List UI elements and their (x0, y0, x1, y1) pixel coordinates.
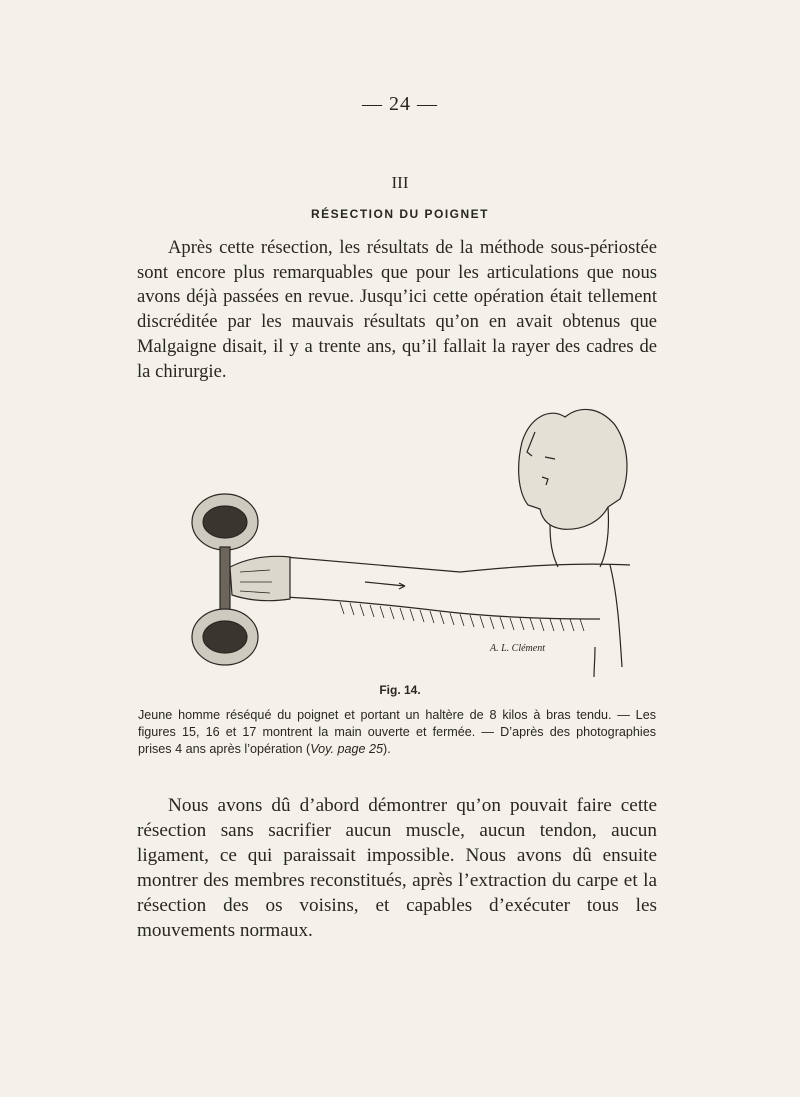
caption-page-reference: Voy. page 25 (310, 742, 384, 756)
caption-text: Jeune homme réséqué du poignet et portant un haltère de 8 kilos à bras tendu. — Les figures 15, 16 et 17 montrent la main ouverte et fermée. — D’après des photographies prises 4 ans après l’opération ( (138, 708, 656, 756)
arm-dumbbell-engraving (190, 397, 650, 677)
page-number: — 24 — (362, 93, 438, 115)
section-numeral: III (391, 173, 409, 192)
body-paragraph-2: Nous avons dû d’abord démontrer qu’on pouvait faire cette résection sans sacrifier aucun muscle, aucun tendon, aucun ligament, ce qui paraissait impossible. Nous avons dû ensuite montrer des membres reconstitués, après l’extraction du carpe et la résection des os voisins, et capables d’exécuter tous les mouvements normaux. (137, 795, 657, 941)
figure-label: Fig. 14. (379, 683, 421, 697)
figure-caption (138, 707, 656, 758)
section-title: RÉSECTION DU POIGNET (310, 207, 489, 221)
engraver-signature: A. L. Clément (490, 643, 545, 654)
figure-illustration (190, 397, 650, 677)
body-paragraph-1: Après cette résection, les résultats de la méthode sous-périostée sont encore plus remarquables que pour les articulations que nous avons déjà passées en revue. Jusqu’ici cette opération était tellement discréditée par les mauvais résultats qu’on en avait obtenus que Malgaigne disait, il y a trente ans, qu’il fallait la rayer des cadres de la chirurgie. (137, 237, 657, 382)
caption-end: ). (383, 742, 391, 756)
